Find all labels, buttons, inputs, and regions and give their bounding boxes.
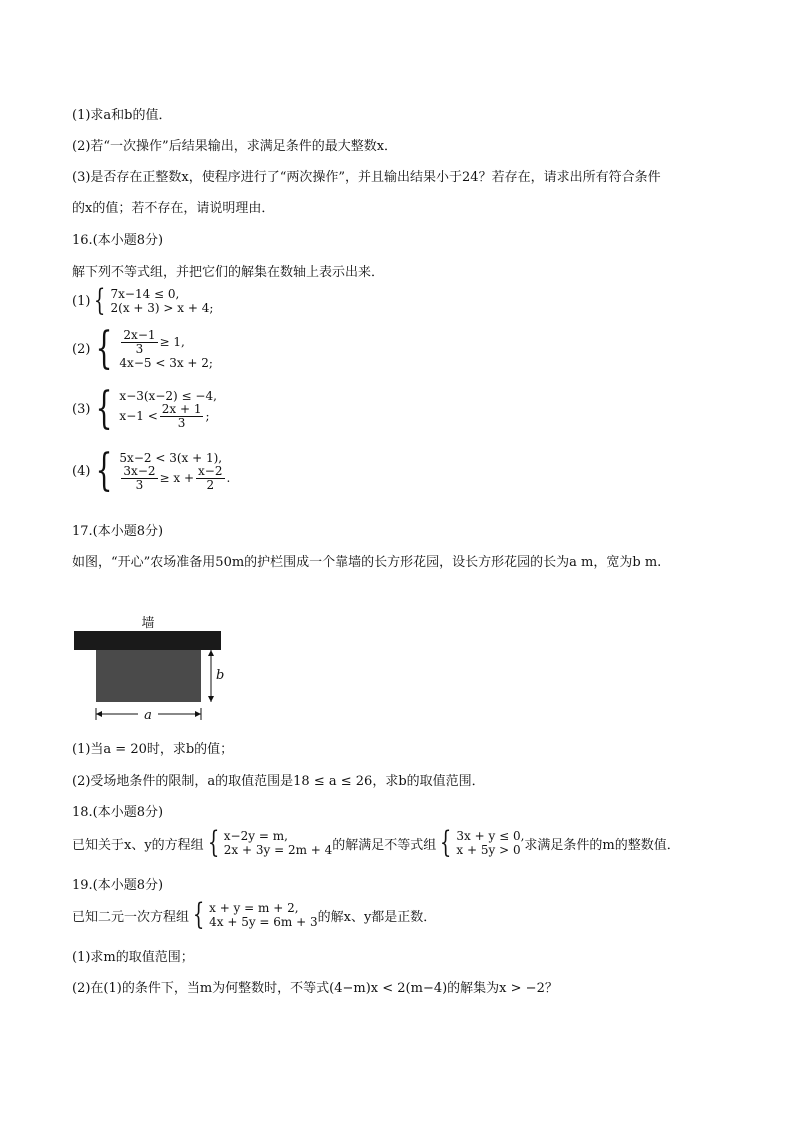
wall-label: 墙 <box>141 616 155 631</box>
arrow-right-icon <box>195 711 201 717</box>
inequality-system <box>111 287 214 315</box>
inequality-system <box>119 451 230 492</box>
text: 的解x、y都是正数． <box>317 909 437 925</box>
arrow-left-icon <box>96 711 102 717</box>
fraction <box>121 329 157 356</box>
fraction <box>121 465 157 492</box>
system-row: 4x + 5y = 6m + 3 <box>209 915 318 929</box>
text: 求满足条件的m的整数值． <box>524 837 680 853</box>
system-row <box>119 465 230 492</box>
equation-system <box>209 901 318 929</box>
brace: { <box>192 897 205 932</box>
q19-part2: (2)在(1)的条件下，当m为何整数时，不等式(4−m)x < 2(m−4)的解集为x > −2？ <box>72 981 558 996</box>
garden-rectangle <box>96 650 201 702</box>
system-row: 2x + 3y = 2m + 4 <box>223 843 333 857</box>
inequality-system <box>119 389 216 430</box>
brace: { <box>96 383 113 434</box>
fraction <box>160 403 204 430</box>
numerator: 2x + 1 <box>161 401 202 416</box>
q16-part4 <box>72 445 231 496</box>
a-label: a <box>144 708 152 723</box>
arrow-down-icon <box>208 696 214 702</box>
q16-part1 <box>72 283 214 318</box>
q17-part1: (1)当a = 20时，求b的值； <box>72 742 234 757</box>
brace: { <box>94 283 106 318</box>
garden-diagram <box>72 610 242 725</box>
part-label: (4) <box>72 463 91 479</box>
q16-part3 <box>72 383 217 434</box>
numerator: x−2 <box>198 463 223 478</box>
brace: { <box>96 323 113 374</box>
brace: { <box>440 825 452 860</box>
text: 已知关于x、y的方程组 <box>72 837 204 853</box>
system-row: 2(x + 3) > x + 4; <box>110 301 214 315</box>
system-row: 4x−5 < 3x + 2; <box>119 355 213 370</box>
system-row: 3x + y ≤ 0, <box>456 829 525 843</box>
system-row <box>119 329 213 356</box>
q17-part2: (2)受场地条件的限制，a的取值范围是18 ≤ a ≤ 26，求b的取值范围． <box>72 774 485 789</box>
inequality-system <box>456 829 524 857</box>
brace: { <box>207 825 219 860</box>
system-row: x−3(x−2) ≤ −4, <box>119 388 217 403</box>
wall <box>74 631 221 650</box>
text: 的解满足不等式组 <box>332 837 437 853</box>
q17-header: 17.(本小题8分) <box>72 524 164 539</box>
numerator: 3x−2 <box>123 463 156 478</box>
q16-header: 16.(本小题8分) <box>72 233 164 248</box>
text: ; <box>205 409 210 423</box>
q15-part3: (3)是否存在正整数x，使程序进行了“两次操作”，并且输出结果小于24？若存在，请求出所有符合条件 <box>72 170 661 185</box>
garden-figure <box>72 610 242 729</box>
q15-part3-cont: 的x的值；若不存在，请说明理由． <box>72 201 275 216</box>
text: . <box>226 471 231 485</box>
inequality-system <box>119 329 213 370</box>
fraction <box>196 465 224 492</box>
system-row: x + y = m + 2, <box>209 901 299 915</box>
system-row <box>119 403 216 430</box>
brace: { <box>96 445 113 496</box>
q16-intro: 解下列不等式组，并把它们的解集在数轴上表示出来． <box>72 265 385 280</box>
system-row: 5x−2 < 3(x + 1), <box>119 450 223 465</box>
text: ≥ x + <box>159 471 195 485</box>
part-label: (1) <box>72 293 91 309</box>
arrow-up-icon <box>208 650 214 656</box>
part-label: (2) <box>72 341 91 357</box>
q18-body <box>72 825 680 860</box>
system-row: x−2y = m, <box>223 829 288 843</box>
q15-part2: (2)若“一次操作”后结果输出，求满足条件的最大整数x． <box>72 139 398 154</box>
part-label: (3) <box>72 401 91 417</box>
q19-part1: (1)求m的取值范围； <box>72 950 194 965</box>
denominator: 3 <box>135 477 144 492</box>
q19-header: 19.(本小题8分) <box>72 878 164 893</box>
denominator: 3 <box>177 415 186 430</box>
system-row: x + 5y > 0 <box>456 843 521 857</box>
denominator: 3 <box>135 341 144 356</box>
text: 已知二元一次方程组 <box>72 909 190 925</box>
b-label: b <box>216 668 225 683</box>
q16-part2 <box>72 323 213 374</box>
denominator: 2 <box>206 477 215 492</box>
q15-part1: (1)求a和b的值． <box>72 108 172 123</box>
system-row: 7x−14 ≤ 0, <box>110 287 180 301</box>
text: ≥ 1, <box>159 335 185 349</box>
equation-system <box>224 829 333 857</box>
q19-body <box>72 897 437 932</box>
numerator: 2x−1 <box>123 327 156 342</box>
q17-intro: 如图，“开心”农场准备用50m的护栏围成一个靠墙的长方形花园，设长方形花园的长为a m，宽为b m. <box>72 555 662 570</box>
text: x−1 < <box>119 409 158 423</box>
q18-header: 18.(本小题8分) <box>72 805 164 820</box>
